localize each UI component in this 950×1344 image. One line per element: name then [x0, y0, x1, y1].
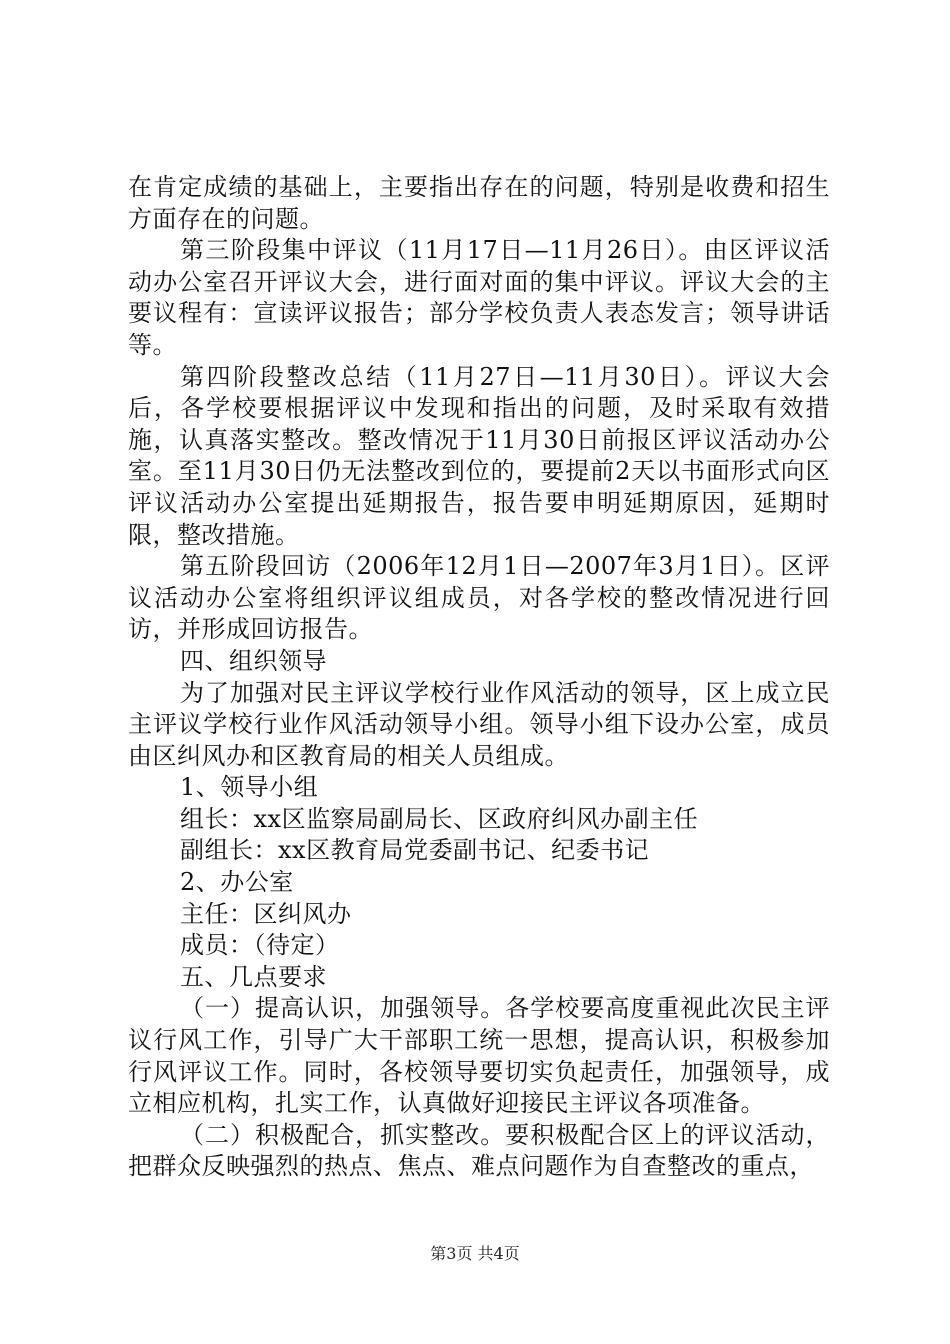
paragraph-4: 第五阶段回访（2006年12月1日—2007年3月1日）。区评议活动办公室将组织评议组成员，对各学校的整改情况进行回访，并形成回访报告。	[128, 552, 830, 644]
paragraph-2: 第三阶段集中评议（11月17日—11月26日）。由区评议活动办公室召开评议大会，进行面对面的集中评议。评议大会的主要议程有：宣读评议报告；部分学校负责人表态发言；领导讲话等。	[128, 236, 830, 359]
subheading-leadership-group: 1、领导小组	[180, 773, 319, 802]
paragraph-14: （一）提高认识，加强领导。各学校要高度重视此次民主评议行风工作，引导广大干部职工统一思想，提高认识，积极参加行风评议工作。同时，各校领导要切实负起责任，加强领导，成立相应机构，扎实工作，认真做好迎接民主评议各项准备。	[128, 994, 830, 1118]
paragraph-3: 第四阶段整改总结（11月27日—11月30日）。评议大会后，各学校要根据评议中发现和指出的问题，及时采取有效措施，认真落实整改。整改情况于11月30日前报区评议活动办公室。至11月30日仍无法整改到位的，要提前2天以书面形式向区评议活动办公室提出延期报告，报告要申明延期原因，延期时限，整改措施。	[128, 362, 830, 549]
paragraph-6: 为了加强对民主评议学校行业作风活动的领导，区上成立民主评议学校行业作风活动领导小组。领导小组下设办公室，成员由区纠风办和区教育局的相关人员组成。	[128, 678, 830, 770]
director-line: 主任：区纠风办	[180, 899, 352, 928]
leader-line: 组长：xx区监察局副局长、区政府纠风办副主任	[180, 804, 699, 833]
paragraph-1: 在肯定成绩的基础上，主要指出存在的问题，特别是收费和招生方面存在的问题。	[128, 173, 830, 233]
deputy-leader-line: 副组长：xx区教育局党委副书记、纪委书记	[180, 836, 650, 865]
page-footer	[0, 1244, 950, 1264]
section-heading-organization: 四、组织领导	[180, 646, 327, 675]
subheading-office: 2、办公室	[180, 868, 294, 897]
section-heading-requirements: 五、几点要求	[180, 962, 327, 991]
paragraph-15: （二）积极配合，抓实整改。要积极配合区上的评议活动，把群众反映强烈的热点、焦点、难点问题作为自查整改的重点，	[128, 1120, 830, 1181]
page-number-label: 第3页 共4页	[430, 1244, 520, 1263]
members-line: 成员：（待定）	[180, 931, 340, 960]
document-body	[128, 172, 830, 1183]
